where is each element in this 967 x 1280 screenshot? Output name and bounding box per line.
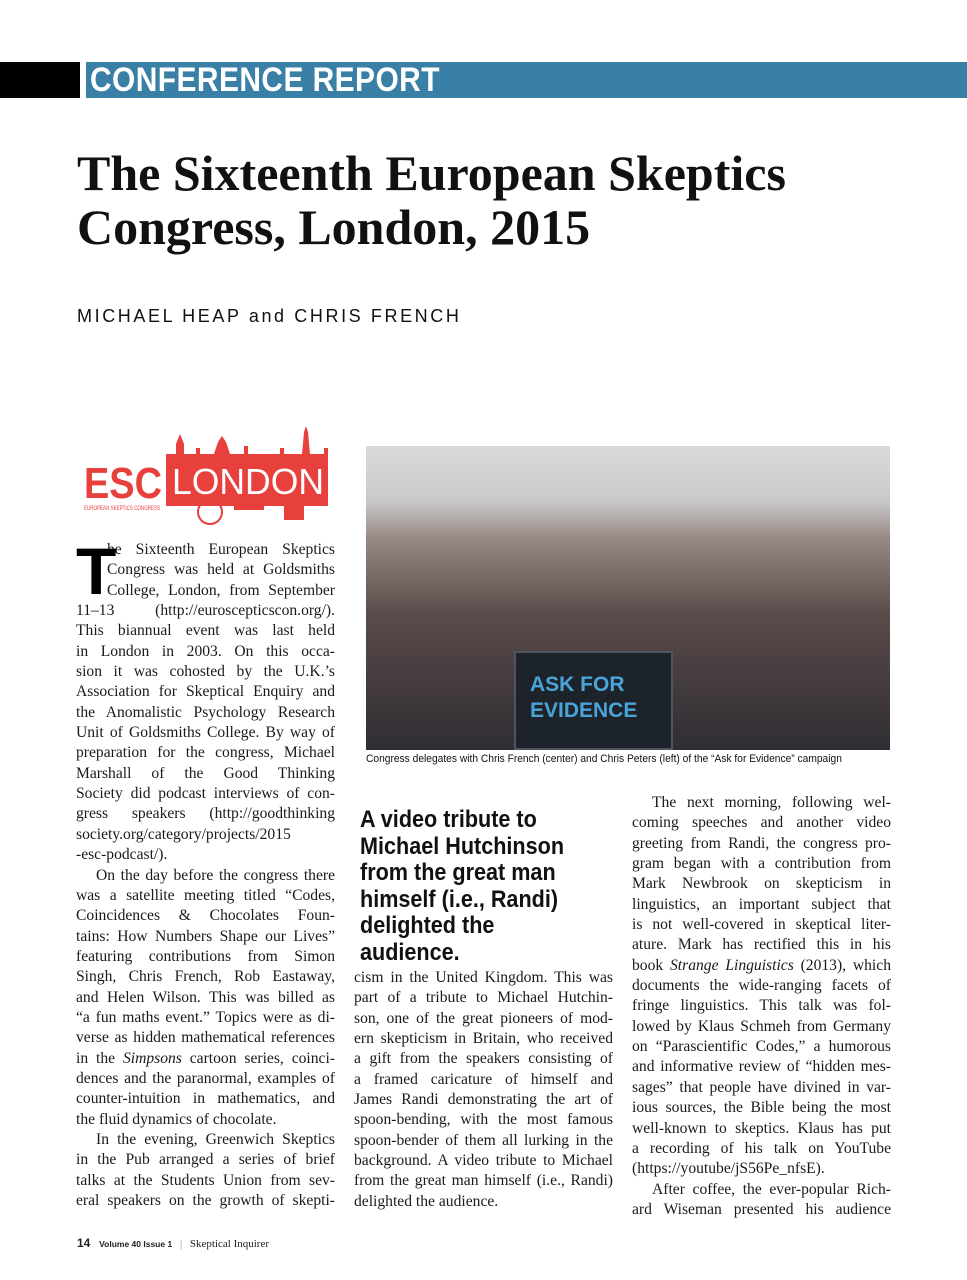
sign-line-2: EVIDENCE	[530, 699, 638, 722]
text-line: In the evening, Greenwich Skeptics	[96, 1130, 335, 1148]
text-line: son, one of the great pioneers of mod-	[354, 1009, 613, 1027]
text-line: greeting from Randi, the congress pro-	[632, 834, 891, 852]
column-1	[76, 534, 335, 1211]
text-line: eral speakers on the growth of skepti-	[76, 1192, 335, 1209]
text-line: was a satellite meeting titled “Codes,	[76, 886, 335, 904]
text-line: This biannual event was last held	[76, 622, 335, 640]
text-line: tains: How Numbers Shape our Lives”	[76, 927, 335, 945]
conference-photo	[366, 446, 890, 750]
text-line: Society did podcast interviews of con-	[76, 785, 335, 803]
text-line: College, London, from September	[107, 581, 335, 599]
text-line: fringe linguistics. This talk was fol-	[632, 997, 891, 1015]
text-line: background. A video tribute to Michael	[354, 1152, 613, 1170]
text-line: Coincidences & Chocolates Foun-	[76, 907, 335, 925]
text-line: lowed by Klaus Schmeh from Germany	[632, 1017, 891, 1035]
section-label: CONFERENCE REPORT	[90, 61, 440, 99]
text-line: After coffee, the ever-popular Rich-	[652, 1180, 891, 1198]
text-line: spoon-bending, with the most famous	[354, 1111, 613, 1129]
text-line: Marshall of the Good Thinking	[76, 764, 335, 782]
text-line: from the great man himself (i.e., Randi)	[354, 1172, 613, 1190]
text-line: 11–13 (http://euroscepticscon.org/).	[76, 602, 335, 620]
text-line: “a fun maths event.” Topics were as di-	[76, 1008, 335, 1026]
text-line: coming speeches and another video	[632, 814, 891, 832]
volume-issue: Volume 40 Issue 1	[99, 1239, 173, 1249]
text-line: a gift from the speakers consisting of	[354, 1050, 613, 1068]
text-line: and informative review of “hidden mes-	[632, 1058, 891, 1076]
text-line: the fluid dynamics of chocolate.	[76, 1110, 277, 1128]
text-line: ious sources, the Bible being the most	[632, 1099, 891, 1117]
text-line: the Anomalistic Psychology Research	[76, 703, 335, 721]
page-number: 14	[77, 1236, 91, 1250]
text-line: featuring contributions from Simon	[76, 947, 335, 965]
text-line: ature. Mark has rectified this in his	[632, 936, 891, 954]
text-line: well-known to skeptics. Klaus has put	[632, 1119, 891, 1137]
sign-line-1: ASK FOR	[530, 673, 625, 696]
text-line: sion it was cohosted by the U.K.’s	[76, 663, 335, 681]
logo-london: LONDON	[172, 461, 324, 502]
column-2	[354, 968, 613, 1212]
column-3	[632, 793, 891, 1220]
magazine-name: Skeptical Inquirer	[189, 1238, 270, 1250]
text-line: talks at the Students Union from sev-	[76, 1171, 335, 1189]
text-line: dences and the paranormal, examples of	[76, 1069, 335, 1087]
text-line: The next morning, following wel-	[652, 794, 891, 811]
text-line: delighted the audience.	[354, 1192, 499, 1210]
drop-cap: T	[76, 534, 117, 608]
text-line: gram began with a contribution from	[632, 855, 891, 873]
text-line: in the Simpsons cartoon series, coinci-	[76, 1049, 335, 1067]
title-line-1: The Sixteenth European Skeptics	[77, 145, 786, 201]
logo-tagline: EUROPEAN SKEPTICS CONGRESS	[84, 506, 160, 512]
text-line: and Helen Wilson. This was billed as	[76, 988, 335, 1006]
esc-london-logo	[84, 426, 336, 528]
text-line: cism in the United Kingdom. This was	[354, 969, 613, 986]
title-line-2: Congress, London, 2015	[77, 199, 591, 255]
text-line: Congress was held at Goldsmiths	[107, 561, 335, 579]
text-line: documents the wide-ranging facets of	[632, 977, 891, 995]
byline: MICHAEL HEAP and CHRIS FRENCH	[77, 306, 462, 326]
pull-quote: A video tribute to Michael Hutchinson from the great man himself (i.e., Randi) delighted the audience.	[360, 806, 565, 966]
footer-separator: |	[179, 1238, 183, 1250]
text-line: Association for Skeptical Enquiry and	[76, 683, 335, 701]
photo-caption: Congress delegates with Chris French (center) and Chris Peters (left) of the “Ask for Evidence” campaign	[366, 753, 842, 765]
text-line: on “Parascientific Codes,” a humorous	[632, 1038, 891, 1056]
text-line: in London in 2003. On this occa-	[76, 642, 335, 660]
text-line: a framed caricature of himself and	[354, 1070, 613, 1088]
text-line: is not well-covered in skeptical liter-	[632, 916, 891, 934]
text-line: verse as hidden mathematical references	[76, 1029, 335, 1047]
text-line: James Randi demonstrating the art of	[354, 1091, 613, 1109]
text-line: society.org/category/projects/2015	[76, 825, 291, 843]
text-line: gress speakers (http://goodthinking	[76, 805, 335, 823]
text-line: Mark Newbrook on skepticism in	[632, 875, 891, 893]
text-line: preparation for the congress, Michael	[76, 744, 335, 762]
text-line: ard Wiseman presented his audience	[632, 1200, 891, 1218]
text-line: ern skepticism in Britain, who received	[354, 1030, 613, 1048]
text-line: a recording of his talk on YouTube	[632, 1139, 891, 1157]
text-line: On the day before the congress there	[96, 866, 335, 884]
text-line: part of a tribute to Michael Hutchin-	[354, 989, 613, 1007]
text-line: counter-intuition in mathematics, and	[76, 1090, 335, 1108]
text-line: -esc-podcast/).	[76, 846, 168, 864]
text-line: Unit of Goldsmiths College. By way of	[76, 724, 335, 742]
text-line: (https://youtube/jS56Pe_nfsE).	[632, 1160, 825, 1178]
text-line: he Sixteenth European Skeptics	[107, 541, 335, 558]
text-line: book Strange Linguistics (2013), which	[632, 956, 891, 974]
article-title	[77, 146, 837, 254]
ask-for-evidence-sign	[514, 651, 673, 750]
page-footer	[77, 1236, 269, 1250]
text-line: sages” that people have divined in var-	[632, 1078, 891, 1096]
text-line: spoon-bender of them all lurking in the	[354, 1131, 613, 1149]
logo-esc: ESC	[84, 459, 162, 508]
text-line: Singh, Chris French, Rob Eastaway,	[76, 968, 335, 986]
text-line: in the Pub arranged a series of brief	[76, 1151, 335, 1169]
text-line: linguistics, an important subject that	[632, 895, 891, 913]
header-black-block	[0, 62, 80, 98]
